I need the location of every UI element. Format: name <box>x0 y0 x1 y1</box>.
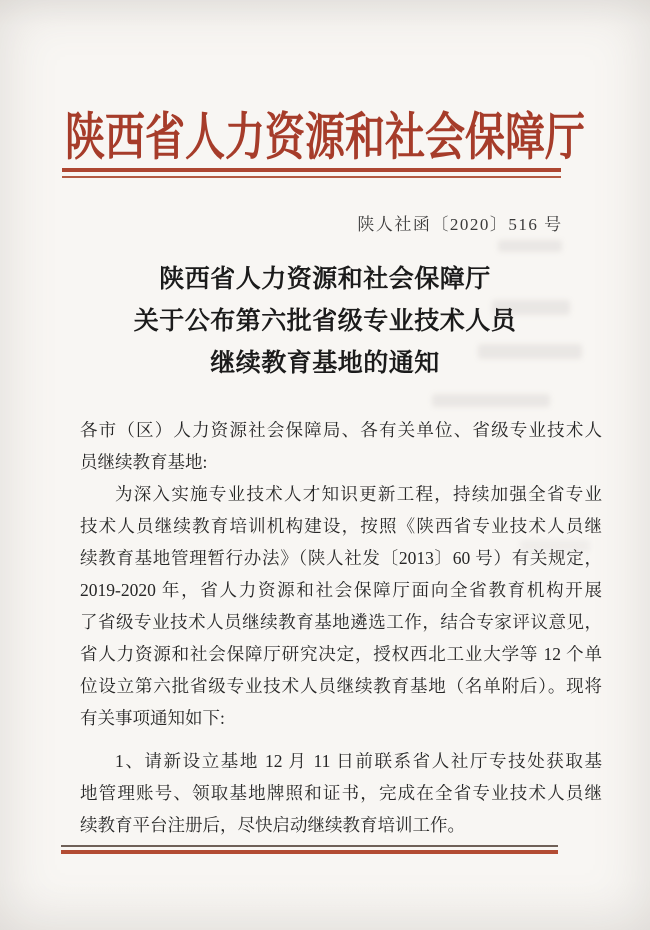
body-line: 续教育平台注册后，尽快启动继续教育培训工作。 <box>80 815 465 835</box>
body-line: 各市（区）人力资源社会保障局、各有关单位、省级专业技术人 <box>80 420 602 440</box>
document-title-line-3: 继续教育基地的通知 <box>210 350 440 377</box>
footer-rule-thin <box>61 845 558 847</box>
body-line: 2019-2020 年，省人力资源和社会保障厅面向全省教育机构开展 <box>80 580 602 600</box>
body-line: 地管理账号、领取基地牌照和证书，完成在全省专业技术人员继 <box>80 783 602 803</box>
letterhead-rule-thin <box>62 176 561 178</box>
body-line: 省人力资源和社会保障厅研究决定，授权西北工业大学等 12 个单 <box>80 644 602 664</box>
body-line: 位设立第六批省级专业技术人员继续教育基地（名单附后）。现将 <box>80 676 602 696</box>
body-line: 了省级专业技术人员继续教育基地遴选工作，结合专家评议意见， <box>80 612 602 632</box>
ink-bleed-artifact <box>432 394 550 407</box>
body-line: 续教育基地管理暂行办法》（陕人社发〔2013〕60 号）有关规定， <box>80 548 602 568</box>
document-title <box>0 259 650 385</box>
document-title-line-1: 陕西省人力资源和社会保障厅 <box>159 266 491 293</box>
ink-bleed-artifact <box>520 540 590 552</box>
ink-bleed-artifact <box>478 344 582 359</box>
letterhead-title: 陕西省人力资源和社会保障厅 <box>65 108 585 167</box>
body-line: 员继续教育基地: <box>80 452 208 472</box>
body-line: 有关事项通知如下: <box>80 708 225 728</box>
body-line: 技术人员继续教育培训机构建设，按照《陕西省专业技术人员继 <box>80 516 602 536</box>
ink-bleed-artifact <box>498 240 562 252</box>
ink-bleed-artifact <box>492 300 570 315</box>
footer-rule-thick <box>61 850 558 854</box>
document-title-line-2: 关于公布第六批省级专业技术人员 <box>133 308 517 335</box>
document-number: 陕人社函〔2020〕516 号 <box>357 215 563 234</box>
letterhead-rule-thick <box>62 168 561 172</box>
body-text <box>80 414 602 841</box>
body-line: 1、请新设立基地 12 月 11 日前联系省人社厅专技处获取基 <box>115 751 602 771</box>
body-line: 为深入实施专业技术人才知识更新工程，持续加强全省专业 <box>115 484 602 504</box>
